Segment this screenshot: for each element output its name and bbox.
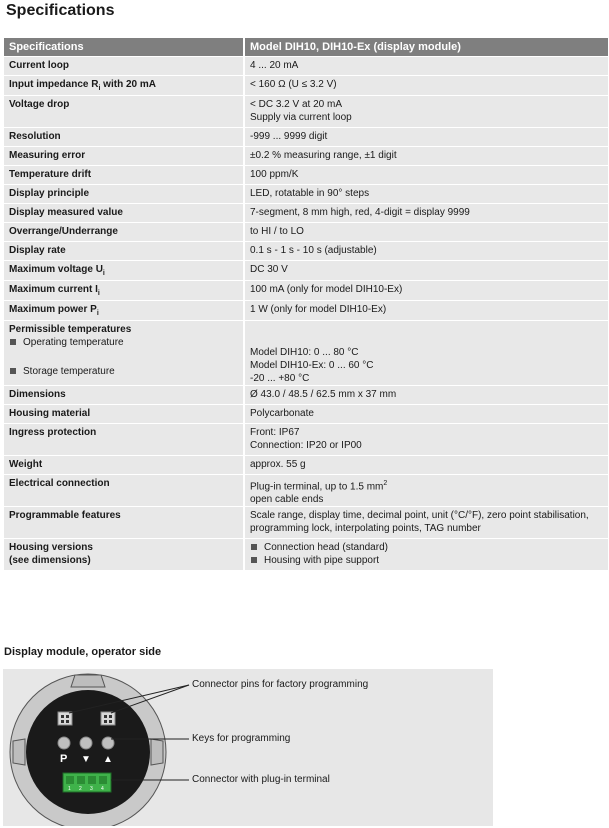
row-label: Temperature drift [4, 166, 244, 185]
table-header-row [4, 38, 608, 57]
row-label: Housing versions (see dimensions) [4, 539, 244, 571]
row-value: approx. 55 g [244, 456, 608, 475]
row-value: DC 30 V [244, 261, 608, 281]
row-label: Maximum current $I_i$ [4, 281, 244, 301]
callout-programming-keys: Keys for programming [192, 733, 291, 744]
row-label: Resolution [4, 128, 244, 147]
row-label: Overrange/Underrange [4, 223, 244, 242]
row-label: Dimensions [4, 386, 244, 405]
row-label: Voltage drop [4, 96, 244, 128]
table-row [4, 166, 608, 185]
row-label: Display rate [4, 242, 244, 261]
row-value: 100 ppm/K [244, 166, 608, 185]
row-value: LED, rotatable in 90° steps [244, 185, 608, 204]
row-value: 0.1 s - 1 s - 10 s (adjustable) [244, 242, 608, 261]
table-header-label: Specifications [4, 38, 244, 57]
row-value: Connection head (standard) Housing with pipe support [244, 539, 608, 571]
page-title: Specifications [6, 2, 115, 19]
table-row [4, 456, 608, 475]
row-label: Input impedance $R_i$ with 20 mA [4, 76, 244, 96]
row-value: 4 ... 20 mA [244, 57, 608, 76]
row-value: < DC 3.2 V at 20 mA Supply via current loop [244, 96, 608, 128]
display-module-diagram [3, 669, 493, 826]
key-label-p: P [60, 753, 68, 765]
callout-programming-pins: Connector pins for factory programming [192, 679, 369, 690]
table-row [4, 147, 608, 166]
row-value: ±0.2 % measuring range, ±1 digit [244, 147, 608, 166]
table-row [4, 76, 608, 96]
row-label: Display principle [4, 185, 244, 204]
bullet-square-icon [10, 339, 16, 345]
row-value: 100 mA (only for model DIH10-Ex) [244, 281, 608, 301]
row-value: Front: IP67 Connection: IP20 or IP00 [244, 424, 608, 456]
row-label: Permissible temperatures Operating temperature Storage temperature [4, 321, 244, 386]
row-value: Polycarbonate [244, 405, 608, 424]
row-label: Electrical connection [4, 475, 244, 507]
diagram-title: Display module, operator side [4, 646, 162, 658]
key-label-up: ▲ [103, 754, 113, 765]
programming-pins-right [101, 712, 115, 725]
row-label: Current loop [4, 57, 244, 76]
row-value: 7-segment, 8 mm high, red, 4-digit = display 9999 [244, 204, 608, 223]
table-row [4, 281, 608, 301]
table-row [4, 405, 608, 424]
terminal-label: 3 [90, 786, 93, 792]
table-row [4, 57, 608, 76]
table-row [4, 475, 608, 507]
row-label: Display measured value [4, 204, 244, 223]
terminal-label: 4 [101, 786, 104, 792]
table-row [4, 386, 608, 405]
table-row [4, 223, 608, 242]
table-row [4, 539, 608, 571]
terminal-label: 1 [68, 786, 71, 792]
row-label: Programmable features [4, 507, 244, 539]
specifications-table [4, 38, 608, 571]
mounting-lug-left [13, 739, 25, 765]
key-down [80, 737, 92, 749]
table-row [4, 204, 608, 223]
row-value: < 160 Ω (U ≤ 3.2 V) [244, 76, 608, 96]
row-label: Weight [4, 456, 244, 475]
row-value: Scale range, display time, decimal point, unit (°C/°F), zero point stabilisation, programming lock, interpolating points, TAG number [244, 507, 608, 539]
row-value: to HI / to LO [244, 223, 608, 242]
table-row [4, 185, 608, 204]
row-value: Ø 43.0 / 48.5 / 62.5 mm x 37 mm [244, 386, 608, 405]
row-value: Model DIH10: 0 ... 80 °C Model DIH10-Ex: 0 ... 60 °C -20 ... +80 °C [244, 321, 608, 386]
bullet-square-icon [251, 557, 257, 563]
row-value: -999 ... 9999 digit [244, 128, 608, 147]
row-label: Maximum voltage $U_i$ [4, 261, 244, 281]
bullet-square-icon [251, 544, 257, 550]
table-row [4, 261, 608, 281]
mounting-lug-top [71, 675, 105, 687]
row-value: 1 W (only for model DIH10-Ex) [244, 301, 608, 321]
table-row [4, 301, 608, 321]
callout-plug-in-terminal: Connector with plug-in terminal [192, 774, 330, 785]
row-label: Measuring error [4, 147, 244, 166]
table-row [4, 321, 608, 386]
table-row [4, 242, 608, 261]
mounting-lug-right [151, 739, 163, 765]
display-module-drawing [3, 669, 493, 826]
programming-pins-left [58, 712, 72, 725]
key-p [58, 737, 70, 749]
terminal-label: 2 [79, 786, 82, 792]
table-header-model: Model DIH10, DIH10-Ex (display module) [244, 38, 608, 57]
key-label-down: ▼ [81, 754, 91, 765]
table-row [4, 128, 608, 147]
row-label: Ingress protection [4, 424, 244, 456]
table-row [4, 424, 608, 456]
row-label: Maximum power $P_i$ [4, 301, 244, 321]
row-value: Plug-in terminal, up to 1.5 $mm^2$ open cable ends [244, 475, 608, 507]
row-label: Housing material [4, 405, 244, 424]
bullet-square-icon [10, 368, 16, 374]
table-row [4, 96, 608, 128]
table-row [4, 507, 608, 539]
